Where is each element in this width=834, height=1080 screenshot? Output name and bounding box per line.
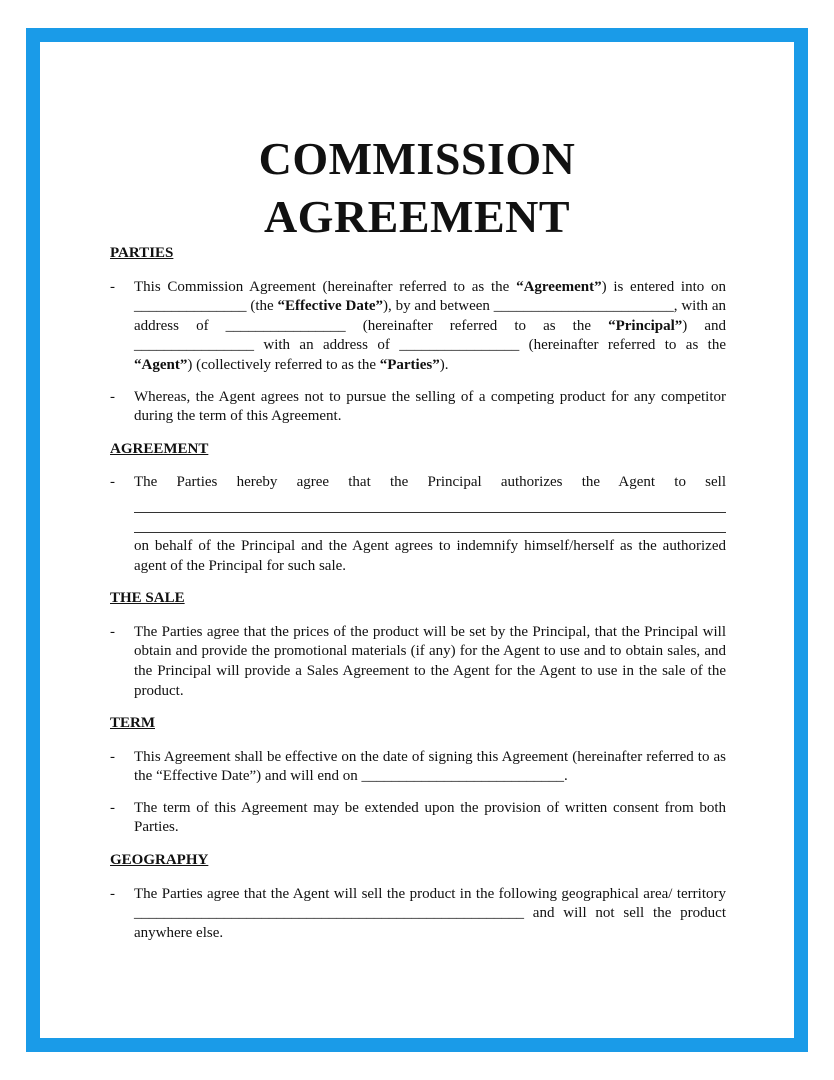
geography-clause-1 — [110, 885, 726, 944]
clause-text: ). — [439, 356, 449, 373]
parties-clause-1 — [110, 278, 726, 376]
clause-text: The Parties hereby agree that the Principal authorizes the Agent to sell — [134, 474, 726, 491]
clause-text: ) is entered into on _______________ (the — [134, 278, 726, 315]
section-heading-geography: GEOGRAPHY — [110, 852, 209, 869]
document-page — [40, 42, 794, 1038]
clause-text: This Agreement shall be effective on the date of signing this Agreement (hereinafter referred to as the “Effective Date”) and will end on ___________________________. — [134, 748, 726, 785]
defined-term-parties: “Parties” — [379, 356, 440, 373]
list-dash: - — [110, 799, 115, 816]
term-clause-1 — [110, 748, 726, 787]
clause-text: The Parties agree that the Agent will sell the product in the following geographical area/ territory ____________________________________________________ and will not sell the product anywhere else. — [134, 885, 726, 941]
fill-in-line-1 — [134, 499, 726, 513]
clause-text: on behalf of the Principal and the Agent agrees to indemnify himself/herself as the authorized agent of the Principal for such sale. — [134, 537, 726, 574]
term-clause-2 — [110, 799, 726, 838]
clause-text: ) and ________________ with an address of ________________ (hereinafter referred to as the — [134, 317, 726, 354]
defined-term-agreement: “Agreement” — [516, 278, 602, 295]
clause-text: ), by and between ________________________, with an address of ________________ (hereinafter referred to as the — [134, 298, 726, 334]
agreement-clause-1-end — [110, 537, 726, 576]
list-dash: - — [110, 885, 115, 902]
agreement-clause-1-start — [110, 473, 726, 493]
list-dash: - — [110, 388, 115, 405]
fill-in-line-2 — [134, 519, 726, 533]
defined-term-agent: “Agent” — [134, 356, 188, 373]
document-body — [110, 244, 726, 943]
section-heading-the-sale: THE SALE — [110, 590, 185, 607]
title-line-2: AGREEMENT — [263, 191, 571, 242]
list-dash: - — [110, 278, 115, 295]
clause-text: ) (collectively referred to as the — [187, 356, 380, 373]
defined-term-principal: “Principal” — [608, 317, 683, 334]
defined-term-effective-date: “Effective Date” — [277, 298, 383, 315]
section-heading-parties: PARTIES — [110, 245, 174, 261]
document-title — [40, 130, 794, 246]
clause-text: This Commission Agreement (hereinafter referred to as the — [134, 278, 517, 295]
sale-clause-1 — [110, 623, 726, 701]
list-dash: - — [110, 748, 115, 765]
list-dash: - — [110, 623, 115, 640]
clause-text: The Parties agree that the prices of the product will be set by the Principal, that the Principal will obtain and provide the promotional materials (if any) for the Agent to use and to obtain sales, and the Principal will provide a Sales Agreement to the Agent for the Agent to use in the sale of the product. — [134, 623, 726, 699]
section-heading-term: TERM — [110, 715, 155, 732]
title-line-1: COMMISSION — [258, 133, 576, 184]
section-heading-agreement: AGREEMENT — [110, 440, 209, 457]
list-dash: - — [110, 474, 115, 491]
clause-text: The term of this Agreement may be extended upon the provision of written consent from both Parties. — [134, 799, 726, 836]
clause-text: Whereas, the Agent agrees not to pursue the selling of a competing product for any competitor during the term of this Agreement. — [134, 388, 726, 425]
parties-clause-2 — [110, 388, 726, 427]
